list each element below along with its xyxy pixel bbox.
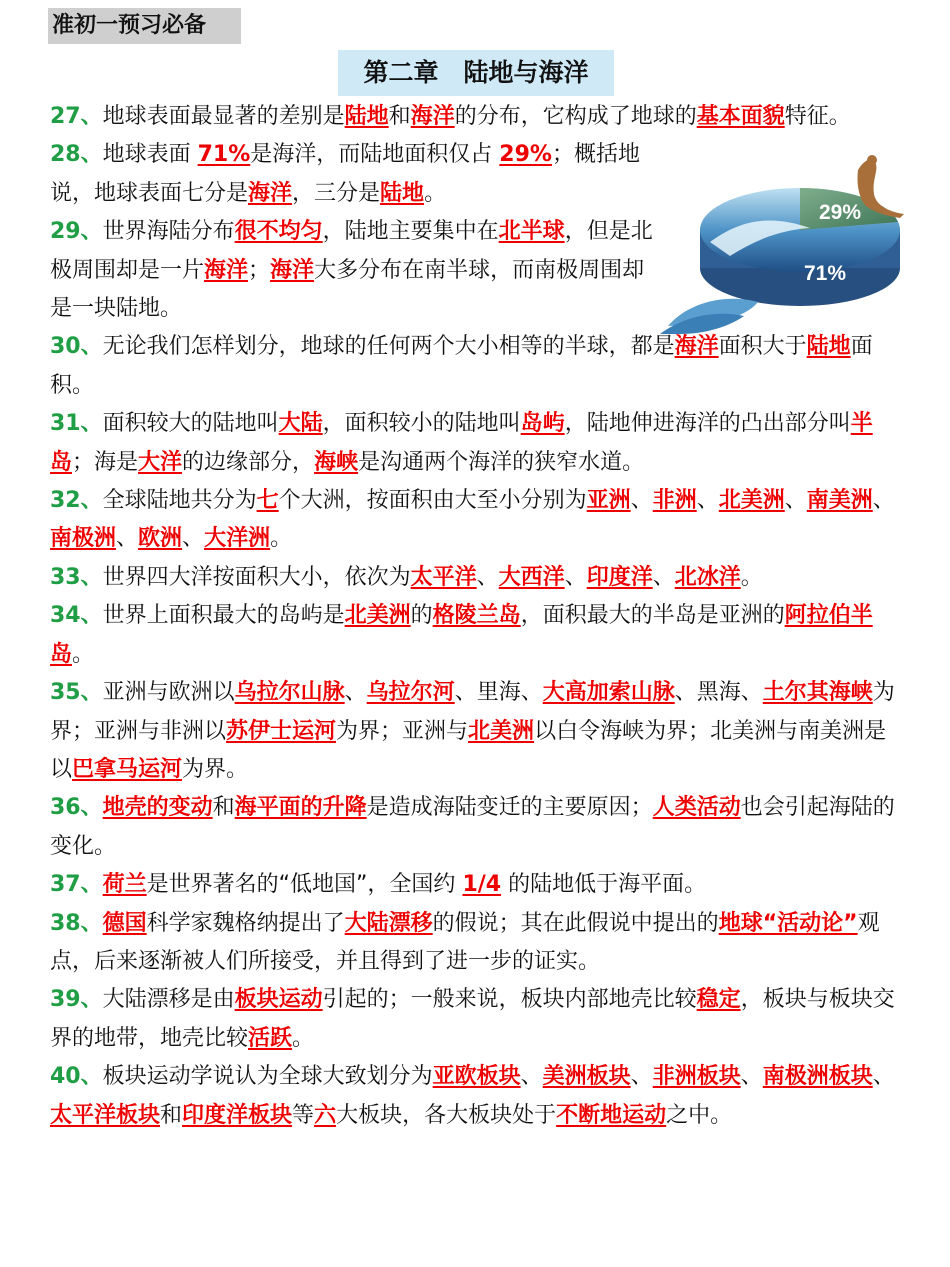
item-text: 世界四大洋按面积大小，依次为 [102, 564, 411, 590]
item-text: 大陆漂移是由 [102, 987, 235, 1013]
keyword-answer: 印度洋 [586, 564, 653, 590]
item-text: 科学家魏格纳提出了 [146, 910, 345, 936]
keyword-answer: 29% [499, 142, 552, 168]
page-tag: 准初一预习必备 [48, 8, 241, 44]
item-text: 也会引起海陆的变化。 [50, 795, 895, 859]
keyword-answer: 乌拉尔山脉 [234, 680, 345, 706]
land-percent-label: 29% [818, 201, 862, 224]
notes-list [50, 98, 902, 1135]
item-number: 33、 [50, 564, 103, 590]
keyword-answer: 海洋 [270, 257, 315, 283]
note-item [50, 136, 654, 213]
item-number: 32、 [50, 488, 103, 514]
keyword-answer: 海平面的升降 [234, 795, 367, 821]
keyword-answer: 苏伊士运河 [226, 718, 337, 744]
item-text: 特征。 [784, 104, 851, 129]
item-text: ； [248, 257, 271, 283]
item-text: 、 [652, 564, 675, 590]
item-text: 引起的；一般来说，板块内部地壳比较 [322, 987, 697, 1013]
item-text: 的假说；其在此假说中提出的 [432, 910, 719, 936]
keyword-answer: 非洲 [652, 488, 697, 514]
keyword-answer: 阿拉伯半岛 [50, 603, 873, 667]
keyword-answer: 北半球 [498, 219, 565, 245]
item-text: 大多分布在南半球，而南极周围却是一块陆地。 [50, 257, 645, 322]
note-item [50, 98, 902, 136]
keyword-answer: 亚欧板块 [432, 1064, 521, 1090]
keyword-answer: 海洋 [410, 104, 455, 129]
keyword-answer: 北美洲 [468, 718, 535, 744]
keyword-answer: 亚洲 [586, 488, 631, 514]
item-text: 、 [872, 1064, 895, 1090]
keyword-answer: 大洋洲 [204, 526, 271, 552]
keyword-answer: 半岛 [50, 411, 873, 475]
item-text: 、 [630, 488, 653, 514]
item-text: 、 [564, 564, 587, 590]
keyword-answer: 海洋 [674, 334, 719, 360]
keyword-answer: 海峡 [314, 449, 359, 475]
item-number: 30、 [50, 334, 103, 360]
item-number: 29、 [50, 219, 103, 245]
item-text: ，陆地主要集中在 [322, 219, 499, 245]
item-text: 世界海陆分布 [102, 219, 235, 245]
keyword-answer: 六 [314, 1102, 337, 1128]
item-text: 是沟通两个海洋的狭窄水道。 [358, 449, 645, 475]
note-item [50, 789, 902, 866]
keyword-answer: 南美洲 [806, 488, 873, 514]
item-text: 的分布，它构成了地球的 [454, 104, 697, 129]
item-number: 37、 [50, 872, 103, 898]
keyword-answer: 活跃 [248, 1025, 293, 1051]
note-item [50, 405, 902, 482]
keyword-answer: 不断地运动 [556, 1102, 667, 1128]
item-text: 、 [784, 488, 807, 514]
item-text: ，面积最大的半岛是亚洲的 [520, 603, 785, 629]
note-item [50, 1058, 902, 1135]
keyword-answer: 71% [197, 142, 251, 168]
item-text: 、里海、 [454, 680, 543, 706]
item-number: 27、 [50, 104, 103, 129]
item-text: 为界。 [182, 756, 249, 782]
item-number: 40、 [50, 1064, 103, 1090]
keyword-answer: 荷兰 [102, 872, 147, 898]
item-text: ；概括地说，地球表面七分是 [50, 142, 640, 206]
item-text: 的边缘部分， [182, 449, 315, 475]
item-text: 等 [292, 1102, 315, 1128]
chapter-title: 第二章 陆地与海洋 [338, 50, 614, 96]
keyword-answer: 北美洲 [718, 488, 785, 514]
note-item [50, 674, 902, 789]
item-text: 和 [160, 1102, 183, 1128]
item-text: 、 [872, 488, 895, 514]
keyword-answer: 北美洲 [344, 603, 411, 629]
item-text: 面积。 [50, 334, 873, 398]
note-item [50, 981, 902, 1058]
keyword-answer: 太平洋板块 [50, 1102, 161, 1128]
item-text: 、 [476, 564, 499, 590]
keyword-answer: 大西洋 [498, 564, 565, 590]
item-text: ，面积较小的陆地叫 [322, 411, 521, 437]
item-number: 34、 [50, 603, 103, 629]
item-text: 是世界著名的“低地国”，全国约 [146, 872, 463, 898]
note-item [50, 597, 902, 674]
keyword-answer: 大陆漂移 [344, 910, 433, 936]
item-text: 地球表面最显著的差别是 [102, 104, 345, 129]
item-text: 。 [740, 564, 763, 590]
keyword-answer: 印度洋板块 [182, 1102, 293, 1128]
note-item [50, 328, 902, 405]
keyword-answer: 欧洲 [138, 526, 183, 552]
note-item [50, 213, 654, 328]
note-item [50, 482, 902, 559]
item-text: 、 [344, 680, 367, 706]
keyword-answer: 陆地 [344, 104, 389, 129]
item-text: 世界上面积最大的岛屿是 [102, 603, 345, 629]
keyword-answer: 人类活动 [652, 795, 741, 821]
item-text: 、 [116, 526, 139, 552]
item-text: ，陆地伸进海洋的凸出部分叫 [564, 411, 851, 437]
keyword-answer: 大洋 [138, 449, 183, 475]
item-text: 为界；亚洲与 [336, 718, 469, 744]
keyword-answer: 大高加索山脉 [542, 680, 675, 706]
item-text: 是造成海陆变迁的主要原因； [366, 795, 653, 821]
item-text: 的陆地低于海平面。 [501, 872, 707, 898]
note-item [50, 905, 902, 982]
note-item [50, 559, 902, 597]
item-text: ，三分是 [292, 180, 381, 206]
keyword-answer: 德国 [102, 910, 147, 936]
keyword-answer: 岛屿 [520, 411, 565, 437]
item-text: 面积较大的陆地叫 [102, 411, 279, 437]
keyword-answer: 格陵兰岛 [432, 603, 521, 629]
item-text: 个大洲，按面积由大至小分别为 [278, 488, 587, 514]
keyword-answer: 陆地 [380, 180, 425, 206]
item-text: 、 [630, 1064, 653, 1090]
item-text: 板块运动学说认为全球大致划分为 [102, 1064, 433, 1090]
item-text: 。 [292, 1025, 315, 1051]
item-text: 。 [72, 641, 95, 667]
item-text: 全球陆地共分为 [102, 488, 257, 514]
keyword-answer: 基本面貌 [696, 104, 785, 129]
ocean-percent-label: 71% [803, 262, 847, 285]
item-text: 、 [740, 1064, 763, 1090]
item-text: 。 [270, 526, 293, 552]
item-text: 亚洲与欧洲以 [102, 680, 235, 706]
item-text: 的 [410, 603, 433, 629]
item-text: ，板块与板块交界的地带，地壳比较 [50, 987, 895, 1051]
keyword-answer: 南极洲板块 [762, 1064, 873, 1090]
keyword-answer: 大陆 [278, 411, 323, 437]
keyword-answer: 南极洲 [50, 526, 117, 552]
item-text: 面积大于 [718, 334, 807, 360]
item-text: 地球表面 [102, 142, 198, 168]
keyword-answer: 美洲板块 [542, 1064, 631, 1090]
item-number: 28、 [50, 142, 103, 168]
item-text: 为界；亚洲与非洲以 [50, 680, 895, 744]
keyword-answer: 巴拿马运河 [72, 756, 183, 782]
keyword-answer: 土尔其海峡 [762, 680, 873, 706]
keyword-answer: 七 [256, 488, 279, 514]
keyword-answer: 陆地 [806, 334, 851, 360]
item-number: 39、 [50, 987, 103, 1013]
keyword-answer: 太平洋 [410, 564, 477, 590]
keyword-answer: 海洋 [204, 257, 249, 283]
item-text: 大板块，各大板块处于 [336, 1102, 557, 1128]
item-text: 、 [520, 1064, 543, 1090]
item-text: 、黑海、 [674, 680, 763, 706]
keyword-answer: 北冰洋 [674, 564, 741, 590]
item-number: 36、 [50, 795, 103, 821]
keyword-answer: 板块运动 [234, 987, 323, 1013]
keyword-answer: 地壳的变动 [102, 795, 213, 821]
item-text: 无论我们怎样划分，地球的任何两个大小相等的半球，都是 [102, 334, 675, 360]
item-text: 之中。 [666, 1102, 733, 1128]
item-number: 38、 [50, 910, 103, 936]
note-item [50, 866, 902, 904]
item-text: ，但是北极周围却是一片 [50, 219, 653, 283]
item-text: 、 [696, 488, 719, 514]
item-text: 以白令海峡为界；北美洲与南美洲是以 [50, 718, 887, 782]
keyword-answer: 乌拉尔河 [366, 680, 455, 706]
item-text: 观点，后来逐渐被人们所接受，并且得到了进一步的证实。 [50, 910, 880, 974]
keyword-answer: 稳定 [696, 987, 741, 1013]
item-text: 是海洋，而陆地面积仅占 [250, 142, 500, 168]
keyword-answer: 地球“活动论” [718, 910, 858, 936]
keyword-answer: 非洲板块 [652, 1064, 741, 1090]
item-number: 35、 [50, 680, 103, 706]
item-text: 、 [182, 526, 205, 552]
keyword-answer: 很不均匀 [234, 219, 323, 245]
keyword-answer: 1/4 [462, 872, 502, 898]
item-text: 和 [388, 104, 411, 129]
keyword-answer: 海洋 [248, 180, 293, 206]
item-number: 31、 [50, 411, 103, 437]
item-text: 。 [424, 180, 447, 206]
item-text: 和 [212, 795, 235, 821]
item-text: ；海是 [72, 449, 139, 475]
